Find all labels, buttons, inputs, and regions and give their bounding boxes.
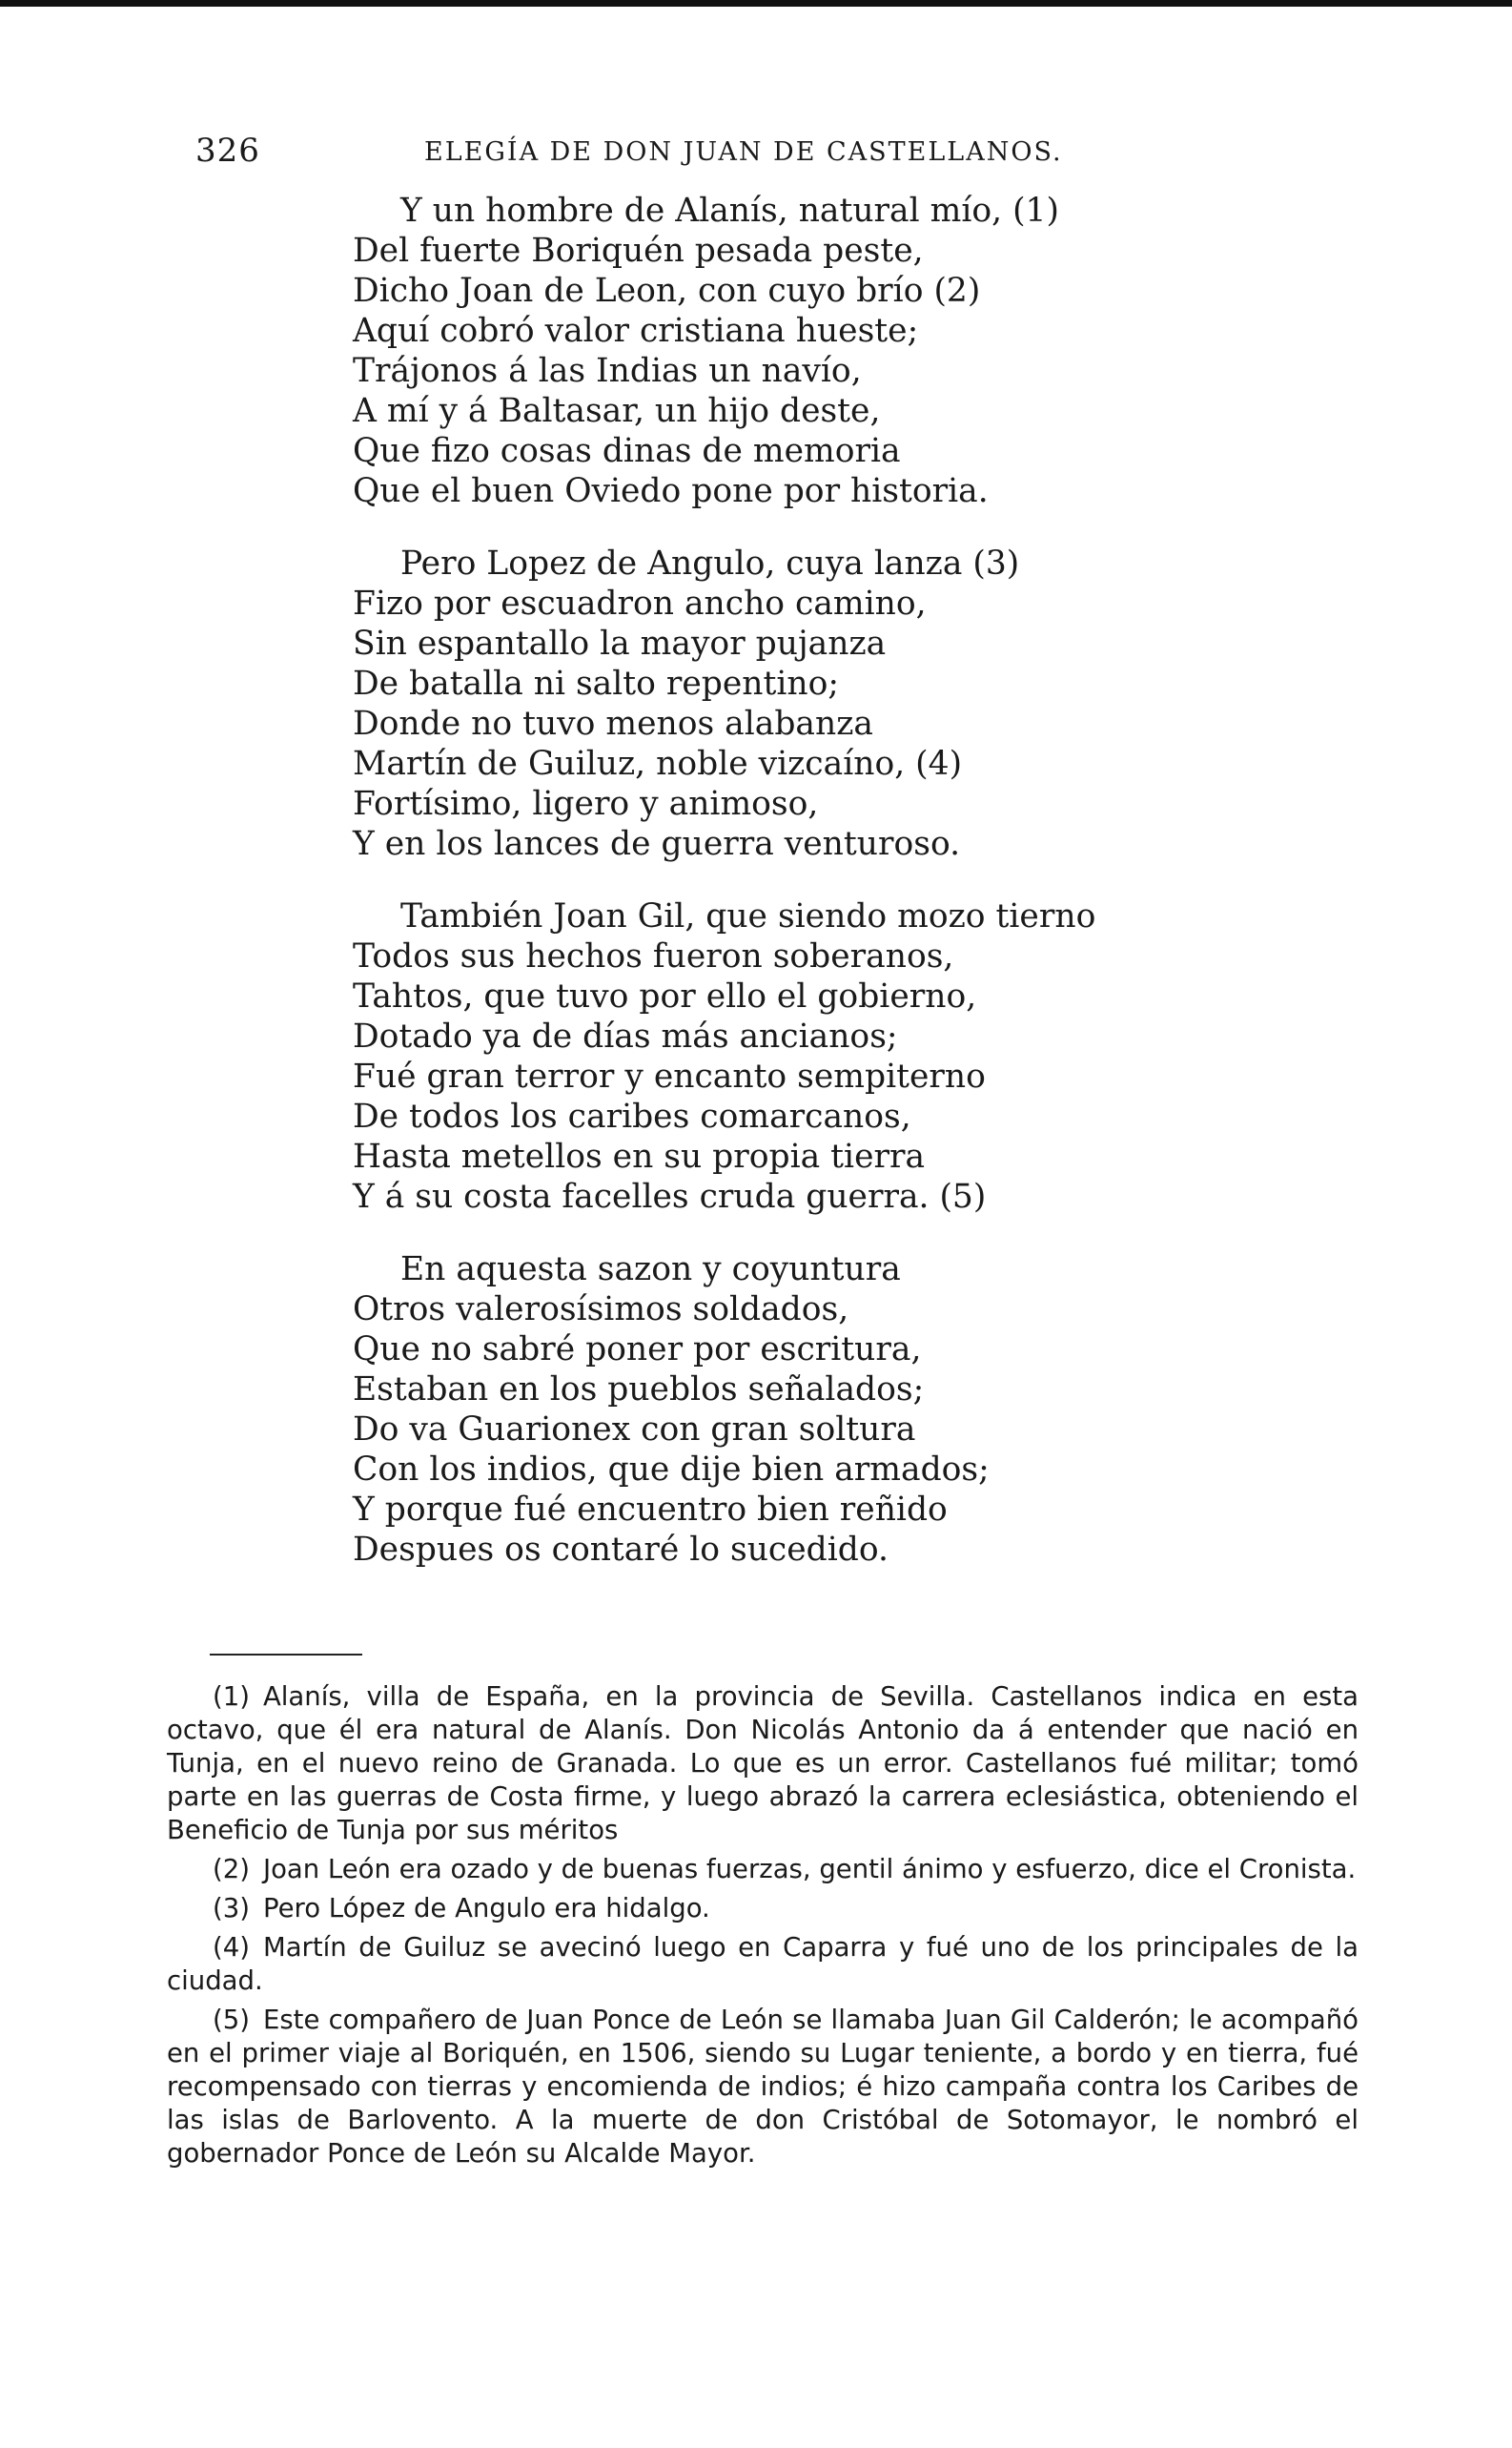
verse-line: Y un hombre de Alanís, natural mío, (1): [400, 192, 1059, 230]
verse-line: Con los indios, que dije bien armados;: [353, 1450, 990, 1489]
verse-line: Do va Guarionex con gran soltura: [353, 1410, 916, 1449]
verse-line: Fortísimo, ligero y animoso,: [353, 785, 819, 823]
verse-line: Fizo por escuadron ancho camino,: [353, 585, 927, 623]
verse-line: Que fizo cosas dinas de memoria: [353, 432, 901, 470]
verse-line: Y á su costa facelles cruda guerra. (5): [353, 1178, 987, 1216]
footnote: [167, 1853, 1359, 1886]
footnote-text: Este compañero de Juan Ponce de León se llamaba Juan Gil Calderón; le acompañó en el primer viaje al Boriquén, en 1506, siendo su Lugar teniente, a bordo y en tierra, fué recompensado con tierras y encomienda de indios; é hizo campaña contra los Caribes de las islas de Barlovento. A la muerte de don Cristóbal de Sotomayor, le nombró el gobernador Ponce de León su Alcalde Mayor.: [167, 2005, 1359, 2169]
verse-line: Martín de Guiluz, noble vizcaíno, (4): [353, 745, 963, 783]
poem: [353, 191, 1306, 1602]
verse-line: En aquesta sazon y coyuntura: [400, 1250, 901, 1288]
page-number: 326: [195, 132, 260, 170]
verse-line: Donde no tuvo menos alabanza: [353, 705, 873, 743]
verse-line: Fué gran terror y encanto sempiterno: [353, 1058, 986, 1096]
stanza: [353, 544, 1306, 864]
verse-line: También Joan Gil, que siendo mozo tierno: [400, 897, 1096, 936]
verse-line: Pero Lopez de Angulo, cuya lanza (3): [400, 545, 1020, 583]
verse-line: Hasta metellos en su propia tierra: [353, 1138, 926, 1176]
footnote-text: Martín de Guiluz se avecinó luego en Caparra y fué uno de los principales de la ciudad.: [167, 1932, 1359, 1996]
footnote-mark: (4): [213, 1932, 250, 1963]
top-rule: [0, 0, 1512, 7]
footnote: [167, 2004, 1359, 2170]
running-title: ELEGÍA DE DON JUAN DE CASTELLANOS.: [424, 137, 1063, 167]
verse-line: A mí y á Baltasar, un hijo deste,: [353, 392, 881, 430]
stanza: [353, 191, 1306, 511]
verse-line: Trájonos á las Indias un navío,: [353, 352, 862, 390]
footnotes: [167, 1680, 1359, 2176]
footnote-text: Alanís, villa de España, en la provincia de Sevilla. Castellanos indica en esta octavo, que él era natural de Alanís. Don Nicolás Antonio da á entender que nació en Tunja, en el nuevo reino de Granada. Lo que es un error. Castellanos fué militar; tomó parte en las guerras de Costa firme, y luego abrazó la carrera eclesiástica, obteniendo el Beneficio de Tunja por sus méritos: [167, 1681, 1359, 1845]
footnote-mark: (1): [213, 1681, 250, 1712]
verse-line: Despues os contaré lo sucedido.: [353, 1531, 889, 1569]
footnote-separator: [210, 1654, 362, 1656]
verse-line: Y en los lances de guerra venturoso.: [353, 825, 961, 863]
footnote-mark: (2): [213, 1854, 250, 1884]
verse-line: Aquí cobró valor cristiana hueste;: [353, 312, 919, 350]
verse-line: De batalla ni salto repentino;: [353, 665, 840, 703]
footnote: [167, 1892, 1359, 1925]
stanza: [353, 896, 1306, 1217]
verse-line: Dotado ya de días más ancianos;: [353, 1018, 898, 1056]
verse-line: Tahtos, que tuvo por ello el gobierno,: [353, 977, 977, 1016]
verse-line: Todos sus hechos fueron soberanos,: [353, 937, 954, 976]
verse-line: Que el buen Oviedo pone por historia.: [353, 472, 989, 510]
footnote: [167, 1931, 1359, 1998]
verse-line: Sin espantallo la mayor pujanza: [353, 625, 887, 663]
verse-line: De todos los caribes comarcanos,: [353, 1098, 911, 1136]
verse-line: Que no sabré poner por escritura,: [353, 1330, 922, 1368]
footnote-mark: (5): [213, 2005, 250, 2035]
verse-line: Estaban en los pueblos señalados;: [353, 1370, 925, 1409]
verse-line: Dicho Joan de Leon, con cuyo brío (2): [353, 272, 981, 310]
footnote-text: Joan León era ozado y de buenas fuerzas, gentil ánimo y esfuerzo, dice el Cronista.: [262, 1854, 1357, 1884]
footnote-text: Pero López de Angulo era hidalgo.: [262, 1893, 710, 1923]
verse-line: Otros valerosísimos soldados,: [353, 1290, 849, 1328]
verse-line: Del fuerte Boriquén pesada peste,: [353, 232, 924, 270]
footnote: [167, 1680, 1359, 1847]
footnote-mark: (3): [213, 1893, 250, 1923]
verse-line: Y porque fué encuentro bien reñido: [353, 1491, 948, 1529]
stanza: [353, 1249, 1306, 1570]
